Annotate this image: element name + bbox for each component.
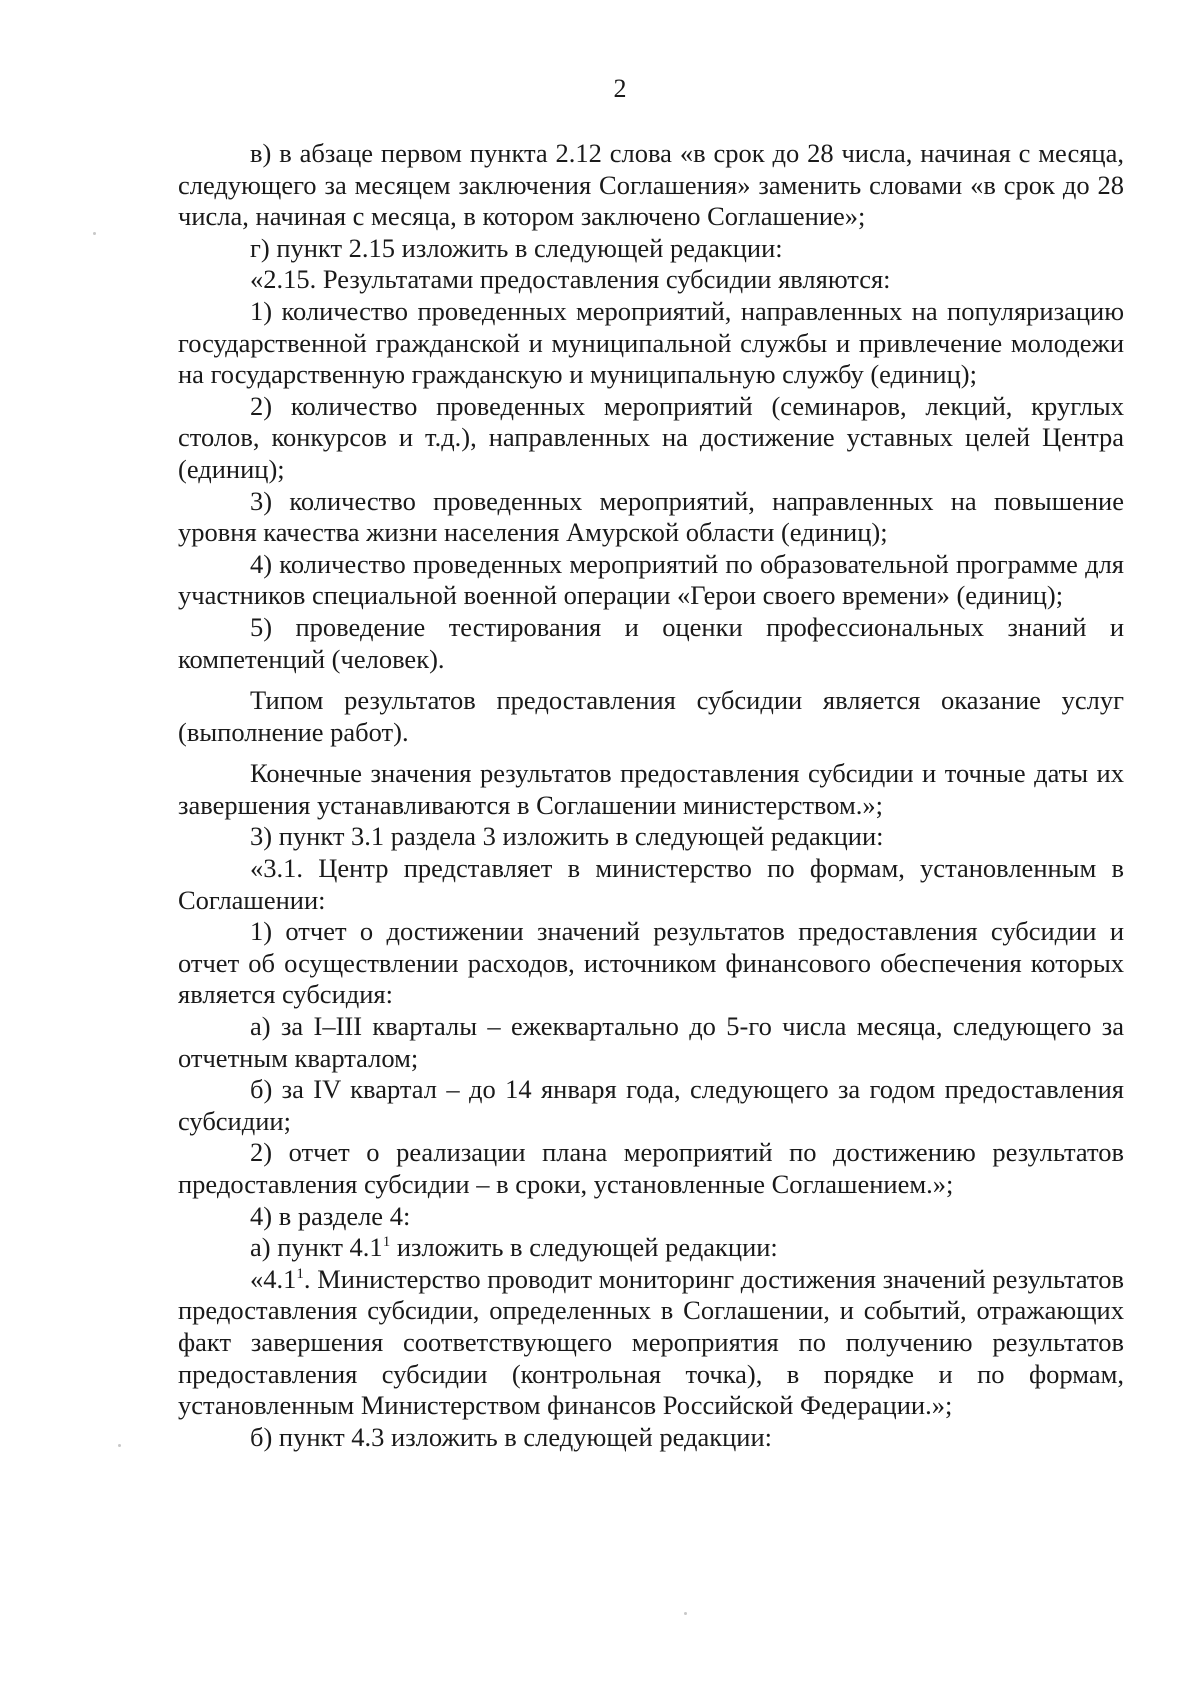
paragraph: г) пункт 2.15 изложить в следующей редакции: (250, 232, 783, 263)
paragraph-item-4-1-text (178, 1264, 1124, 1422)
scan-speck (684, 1612, 687, 1615)
paragraph-part: «4.1 (250, 1263, 297, 1294)
paragraph: 4) в разделе 4: (250, 1200, 411, 1231)
document-body (178, 138, 1124, 1453)
paragraph: а) за I–III кварталы – ежеквартально до 5-го числа месяца, следующего за отчетным кварталом; (178, 1011, 1124, 1073)
page-number: 2 (613, 74, 627, 103)
paragraph: Типом результатов предоставления субсидии является оказание услуг (выполнение работ). (178, 685, 1124, 747)
superscript: 1 (296, 1265, 304, 1282)
paragraph: б) пункт 4.3 изложить в следующей редакции: (250, 1421, 773, 1452)
paragraph: «2.15. Результатами предоставления субсидии являются: (250, 264, 891, 295)
paragraph-item-4-1-a (178, 1232, 1124, 1264)
scan-speck (93, 232, 96, 235)
paragraph: Конечные значения результатов предоставления субсидии и точные даты их завершения устанавливаются в Соглашении министерством.»; (178, 758, 1124, 820)
paragraph: 1) отчет о достижении значений результатов предоставления субсидии и отчет об осуществлении расходов, источником финансового обеспечения которых является субсидия: (178, 916, 1124, 1010)
paragraph: 5) проведение тестирования и оценки профессиональных знаний и компетенций (человек). (178, 611, 1124, 674)
paragraph: 3) количество проведенных мероприятий, направленных на повышение уровня качества жизни населения Амурской области (единиц); (178, 485, 1124, 548)
paragraph-part: а) пункт 4.1 (250, 1232, 383, 1263)
paragraph: 4) количество проведенных мероприятий по образовательной программе для участников специальной военной операции «Герои своего времени» (единиц); (178, 548, 1124, 611)
paragraph-part: изложить в следующей редакции: (390, 1232, 778, 1263)
paragraph: 2) отчет о реализации плана мероприятий по достижению результатов предоставления субсидии – в сроки, установленные Соглашением.»; (178, 1137, 1124, 1199)
paragraph-part: . Министерство проводит мониторинг достижения значений результатов предоставления субсидии, определенных в Соглашении, и событий, отражающих факт завершения соответствующего мероприятия по получению результатов предоставления субсидии (контрольная точка), в порядке и по формам, установленным Министерством финансов Российской Федерации.»; (178, 1263, 1124, 1421)
paragraph: 3) пункт 3.1 раздела 3 изложить в следующей редакции: (250, 821, 884, 852)
scan-speck (118, 1444, 121, 1447)
paragraph: в) в абзаце первом пункта 2.12 слова «в срок до 28 числа, начиная с месяца, следующего за месяцем заключения Соглашения» заменить словами «в срок до 28 числа, начиная с месяца, в котором заключено Соглашение»; (178, 138, 1124, 232)
paragraph: б) за IV квартал – до 14 января года, следующего за годом предоставления субсидии; (178, 1074, 1124, 1136)
superscript: 1 (382, 1234, 391, 1251)
paragraph: 2) количество проведенных мероприятий (семинаров, лекций, круглых столов, конкурсов и т.д.), направленных на достижение уставных целей Центра (единиц); (178, 390, 1124, 484)
paragraph: 1) количество проведенных мероприятий, направленных на популяризацию государственной гражданской и муниципальной службы и привлечение молодежи на государственную гражданскую и муниципальную службу (единиц); (178, 295, 1124, 390)
paragraph: «3.1. Центр представляет в министерство по формам, установленным в Соглашении: (178, 853, 1124, 915)
